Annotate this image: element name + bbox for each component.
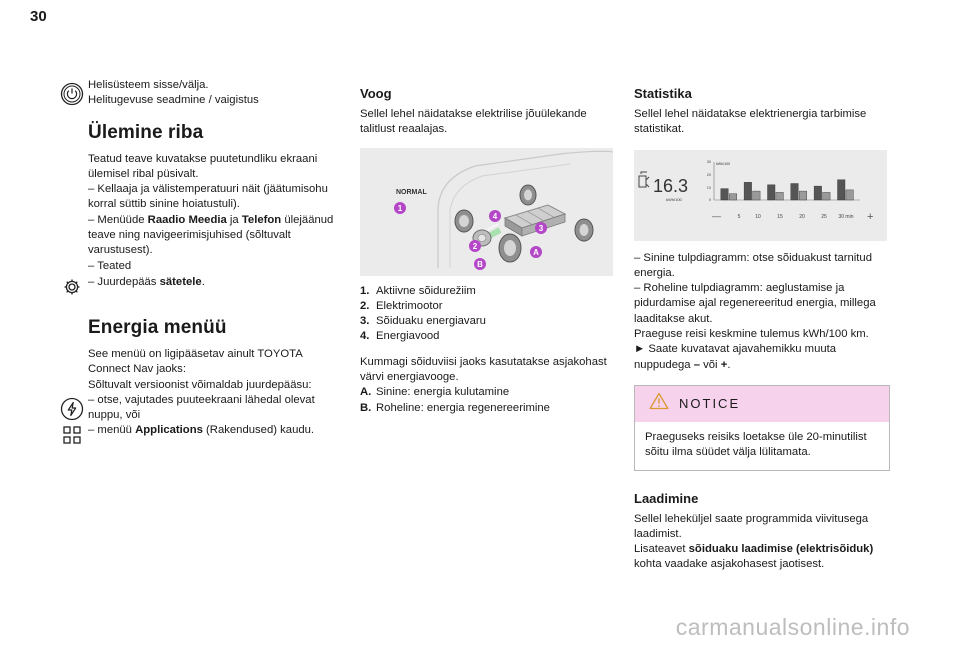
top-bar-intro: Teatud teave kuvatakse puutetundliku ekraani ülemisel ribal püsivalt. bbox=[88, 152, 318, 180]
apps-grid-icon bbox=[58, 423, 86, 444]
y-tick: 0 bbox=[708, 197, 711, 202]
statistics-intro: Sellel lehel näidatakse elektrienergia tarbimise statistikat. bbox=[634, 108, 867, 136]
minus-symbol: – bbox=[693, 358, 700, 371]
battery-pack bbox=[505, 205, 565, 236]
legend-letter: B. bbox=[360, 401, 372, 414]
text: ülejäänud teave ning navigeerimisjuhised (sõltuvalt varustusest). bbox=[88, 213, 334, 257]
direct-button-row bbox=[88, 393, 343, 424]
energy-access: Sõltuvalt versioonist võimaldab juurdepääsu: bbox=[88, 378, 312, 391]
heading-flow: Voog bbox=[360, 86, 392, 101]
direct-button-text: – otse, vajutades puuteekraani lähedal olevat nuppu, või bbox=[88, 393, 315, 422]
flow-legend bbox=[360, 284, 615, 345]
page-number: 30 bbox=[30, 8, 47, 25]
legend-item bbox=[360, 299, 615, 314]
menu-phone: Telefon bbox=[241, 213, 282, 226]
chart-bars bbox=[721, 179, 854, 199]
marker-2 bbox=[469, 240, 481, 252]
marker-3 bbox=[535, 222, 547, 234]
marker-4-label: 4 bbox=[492, 211, 498, 221]
heading-statistics: Statistika bbox=[634, 86, 692, 101]
power-row bbox=[88, 78, 343, 109]
x-tick: 15 bbox=[777, 213, 783, 220]
stats-desc-average: Praeguse reisi keskmine tulemus kWh/100 km. bbox=[634, 328, 869, 341]
consumption-icon bbox=[639, 172, 649, 187]
chart-bar-series-2-30-min bbox=[846, 189, 854, 199]
marker-A-label: A bbox=[533, 247, 539, 257]
column-middle bbox=[360, 86, 615, 416]
charging-reference bbox=[634, 542, 890, 573]
statistics-chart-svg bbox=[634, 150, 887, 241]
applications-menu-name: Applications bbox=[135, 424, 203, 437]
y-tick: 10 bbox=[706, 185, 711, 190]
chart-bar-series-2-25 bbox=[823, 192, 831, 200]
flow-diagram-svg bbox=[360, 148, 613, 276]
marker-1 bbox=[394, 202, 406, 214]
text: – menüü bbox=[88, 424, 136, 437]
y-tick: 30 bbox=[706, 159, 711, 164]
statistics-description bbox=[634, 251, 890, 373]
legend-text: Sõiduaku energiavaru bbox=[376, 315, 486, 328]
settings-row bbox=[88, 275, 343, 297]
legend-item bbox=[360, 329, 615, 344]
text: . bbox=[727, 358, 731, 371]
watermark: carmanualsonline.info bbox=[675, 614, 910, 640]
legend-text: Energiavood bbox=[376, 330, 440, 343]
marker-3-label: 3 bbox=[538, 223, 544, 233]
flow-intro: Sellel lehel näidatakse elektrilise jõuülekande talitlust reaalajas. bbox=[360, 108, 587, 136]
heading-charging: Laadimine bbox=[634, 490, 699, 506]
notice-title: NOTICE bbox=[679, 396, 741, 412]
heading-top-bar: Ülemine riba bbox=[88, 121, 204, 143]
chart-bar-series-1-10 bbox=[744, 182, 752, 200]
chart-bar-series-1-30-min bbox=[838, 179, 846, 199]
charging-text: Sellel leheküljel saate programmida viivitusega laadimist. bbox=[634, 512, 869, 540]
flow-illustration bbox=[360, 148, 613, 276]
y-tick: 20 bbox=[706, 172, 711, 177]
flow-colors-note: Kummagi sõiduviisi jaoks kasutatakse asjakohast värvi energiavooge. bbox=[360, 355, 607, 384]
legend-text: Aktiivne sõidurežiim bbox=[376, 284, 476, 297]
settings-text bbox=[88, 275, 205, 290]
chart-bar-series-1-20 bbox=[791, 183, 799, 200]
marker-4 bbox=[489, 210, 501, 222]
legend-item bbox=[360, 314, 615, 329]
statistics-screen bbox=[634, 150, 887, 241]
marker-B bbox=[474, 258, 486, 270]
column-right bbox=[634, 86, 890, 573]
zoom-in-button[interactable]: + bbox=[867, 210, 874, 223]
text: kohta vaadake asjakohasest jaotisest. bbox=[634, 558, 825, 571]
top-bar-item-messages: – Teated bbox=[88, 259, 132, 272]
column-left bbox=[88, 78, 343, 444]
stats-desc-period bbox=[634, 342, 890, 373]
marker-1-label: 1 bbox=[397, 203, 403, 213]
applications-row bbox=[88, 423, 343, 444]
heading-energy-menu: Energia menüü bbox=[88, 316, 227, 338]
mode-label: NORMAL bbox=[396, 188, 427, 196]
marker-A bbox=[530, 246, 542, 258]
energy-bolt-icon bbox=[58, 393, 86, 421]
top-bar-item-menus bbox=[88, 213, 343, 259]
text: (Rakendused) kaudu. bbox=[202, 424, 315, 437]
text: – Juurdepääs bbox=[88, 275, 160, 288]
text: ► Saate kuvatavat ajavahemikku muuta nuppudega bbox=[634, 343, 837, 371]
x-tick: 20 bbox=[799, 213, 805, 220]
legend-item bbox=[360, 401, 615, 416]
legend-letter: A. bbox=[360, 386, 372, 399]
text: või bbox=[699, 358, 721, 371]
legend-text: Elektrimootor bbox=[376, 299, 443, 312]
chart-bar-series-2-10 bbox=[753, 191, 761, 200]
menu-radio-media: Raadio Meedia bbox=[147, 213, 227, 226]
chart-bar-series-1-15 bbox=[768, 184, 776, 199]
stats-desc-blue: – Sinine tulpdiagramm: otse sõiduakust tarnitud energia. bbox=[634, 251, 872, 279]
power-icon bbox=[58, 78, 86, 106]
chart-bar-series-2-5 bbox=[729, 193, 737, 199]
text: – Menüüde bbox=[88, 213, 148, 226]
energy-intro: See menüü on ligipääsetav ainult TOYOTA Connect Nav jaoks: bbox=[88, 347, 303, 376]
x-tick: 5 bbox=[737, 213, 741, 220]
marker-B-label: B bbox=[477, 259, 483, 269]
chart-bar-series-2-20 bbox=[799, 191, 807, 200]
text: ja bbox=[226, 213, 242, 226]
legend-number: 4. bbox=[360, 330, 370, 343]
settings-link-text: sätetele bbox=[159, 275, 202, 288]
notice-box bbox=[634, 385, 890, 471]
power-line-2: Helitugevuse seadmine / vaigistus bbox=[88, 94, 259, 107]
consumption-unit: kWh/100 bbox=[666, 196, 682, 202]
legend-text: Roheline: energia regenereerimine bbox=[376, 401, 550, 414]
plus-symbol: + bbox=[720, 358, 728, 371]
x-tick: 25 bbox=[821, 213, 827, 220]
notice-header bbox=[635, 386, 889, 422]
marker-2-label: 2 bbox=[472, 241, 478, 251]
consumption-value: 16.3 bbox=[653, 175, 689, 196]
charging-section-ref: sõiduaku laadimise (elektrisõiduk) bbox=[688, 543, 874, 556]
chart-bar-series-1-5 bbox=[721, 188, 729, 199]
chart-bar-series-2-15 bbox=[776, 192, 784, 200]
text: . bbox=[201, 275, 205, 288]
chart-unit: kWh/100 bbox=[716, 161, 731, 166]
flow-color-legend bbox=[360, 385, 615, 416]
notice-body: Praeguseks reisiks loetakse üle 20-minutilist sõitu ilma süüdet välja lülitamata. bbox=[645, 430, 867, 459]
legend-number: 1. bbox=[360, 284, 370, 297]
stats-desc-green: – Roheline tulpdiagramm: aeglustamise ja pidurdamise ajal regenereeritud energia, millega laaditakse akut. bbox=[634, 282, 876, 325]
chart-bar-series-1-25 bbox=[814, 186, 822, 200]
power-line-1: Helisüsteem sisse/välja. bbox=[88, 79, 209, 91]
zoom-out-button[interactable]: — bbox=[712, 210, 721, 221]
legend-text: Sinine: energia kulutamine bbox=[376, 386, 510, 399]
gear-icon bbox=[58, 275, 86, 297]
legend-number: 2. bbox=[360, 299, 370, 312]
legend-item bbox=[360, 385, 615, 400]
legend-item bbox=[360, 284, 615, 299]
x-tick: 10 bbox=[755, 213, 761, 220]
warning-triangle-icon bbox=[649, 392, 669, 415]
applications-text bbox=[88, 423, 314, 438]
top-bar-item-clock: – Kellaaja ja välistemperatuuri näit (jäätumisohu korral süttib sinine hoiatustuli). bbox=[88, 183, 328, 211]
text: Lisateavet bbox=[634, 543, 689, 556]
x-tick: 30 min bbox=[838, 213, 854, 220]
legend-number: 3. bbox=[360, 315, 370, 328]
